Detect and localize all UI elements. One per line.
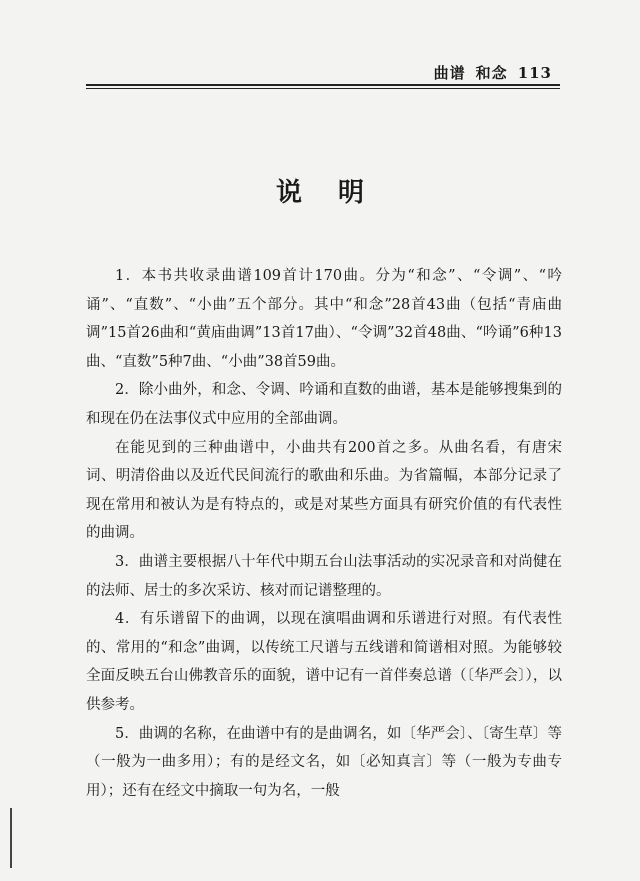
- binding-edge-mark: [10, 808, 12, 868]
- paragraph-4: 3．曲谱主要根据八十年代中期五台山法事活动的实况录音和对尚健在的法师、居士的多次采访、核对而记谱整理的。: [86, 553, 562, 599]
- paragraph-6: 5．曲调的名称，在曲谱中有的是曲调名，如〔华严会〕、〔寄生草〕等（一般为一曲多用）；有的是经文名，如〔必知真言〕等（一般为专曲专用）；还有在经文中摘取一句为名，一般: [86, 725, 562, 799]
- paragraph-2: 2．除小曲外，和念、令调、吟诵和直数的曲谱，基本是能够搜集到的和现在仍在法事仪式中应用的全部曲调。: [86, 382, 562, 427]
- header-subsection: 和念: [475, 64, 508, 82]
- running-header: [86, 60, 560, 90]
- page-title: 说明: [275, 178, 400, 208]
- header-rule-thin: [86, 88, 560, 89]
- page-number: 113: [517, 64, 552, 82]
- paragraph-3: 在能见到的三种曲谱中，小曲共有200首之多。从曲名看，有唐宋词、明清俗曲以及近代民间流行的歌曲和乐曲。为省篇幅，本部分记录了现在常用和被认为是有特点的，或是对某些方面具有研究价值的有代表性的曲调。: [86, 439, 562, 542]
- paragraph-5: 4．有乐谱留下的曲调，以现在演唱曲调和乐谱进行对照。有代表性的、常用的“和念”曲调，以传统工尺谱与五线谱和简谱相对照。为能够较全面反映五台山佛教音乐的面貌，谱中记有一首伴奏总谱（〔华严会〕），以供参考。: [86, 611, 562, 713]
- body-text: [86, 262, 562, 805]
- paragraph-1: 1．本书共收录曲谱109首计170曲。分为“和念”、“令调”、“吟诵”、“直数”、“小曲”五个部分。其中“和念”28首43曲（包括“青庙曲调”15首26曲和“黄庙曲调”13首17曲）、“令调”32首48曲、“吟诵”6种13曲、“直数”5种7曲、“小曲”38首59曲。: [86, 268, 562, 370]
- header-rule-thick: [86, 84, 560, 86]
- header-text: [434, 62, 552, 83]
- header-section: 曲谱: [433, 64, 466, 82]
